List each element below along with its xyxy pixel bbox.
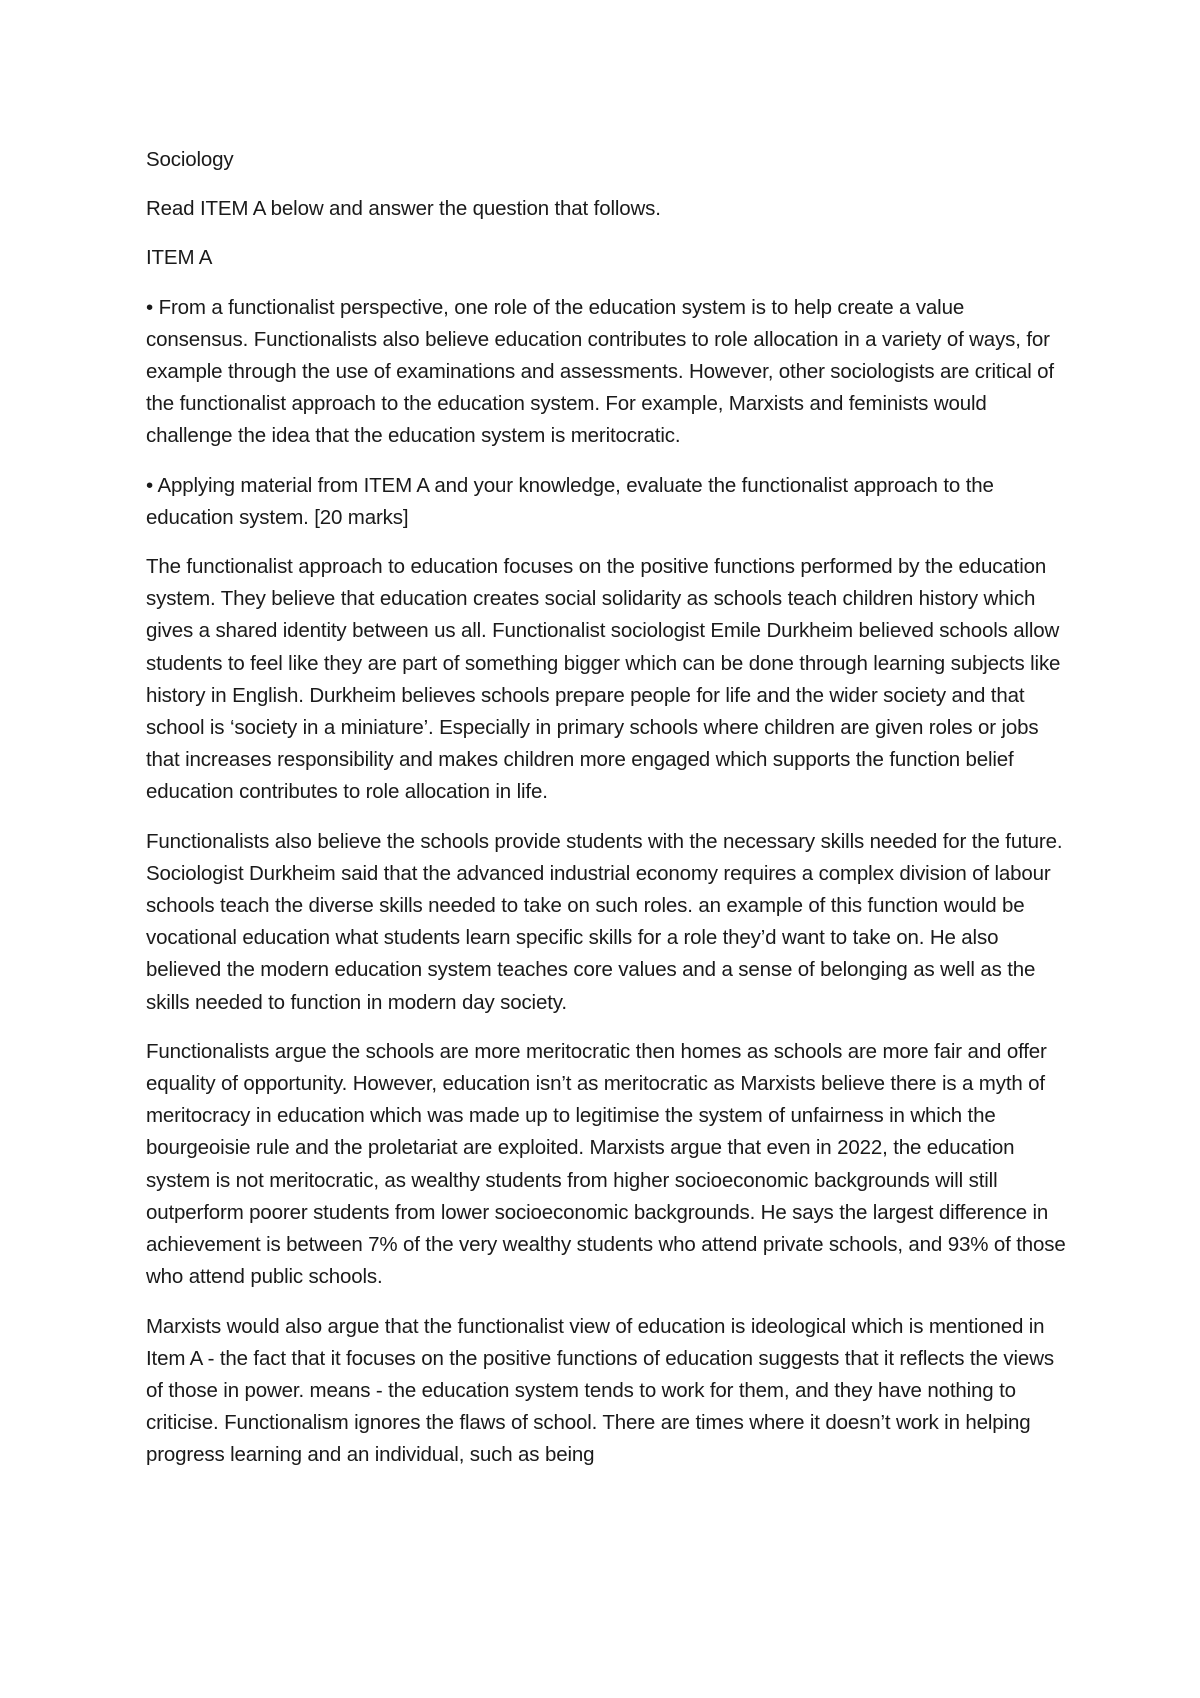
answer-paragraph: Functionalists also believe the schools provide students with the necessary skills needed for the future. Sociologist Durkheim said that the advanced industrial economy requires a complex division of labour schools teach the diverse skills needed to take on such roles. an example of this function would be vocational education what students learn specific skills for a role they’d want to take on. He also believed the modern education system teaches core values and a sense of belonging as well as the skills needed to function in modern day society. [146,829,1063,1014]
question-text: • Applying material from ITEM A and your knowledge, evaluate the functionalist approach to the education system. [20 marks] [146,473,994,529]
document-title: Sociology [146,148,234,171]
document-body [146,144,1066,1489]
item-a-text: • From a functionalist perspective, one role of the education system is to help create a value consensus. Functionalists also believe education contributes to role allocation in a variety of ways, for example through the use of examinations and assessments. However, other sociologists are critical of the functionalist approach to the education system. For example, Marxists and feminists would challenge the idea that the education system is meritocratic. [146,295,1054,448]
answer-paragraph: Functionalists argue the schools are more meritocratic then homes as schools are more fair and offer equality of opportunity. However, education isn’t as meritocratic as Marxists believe there is a myth of meritocracy in education which was made up to legitimise the system of unfairness in which the bourgeoisie rule and the proletariat are exploited. Marxists argue that even in 2022, the education system is not meritocratic, as wealthy students from higher socioeconomic backgrounds will still outperform poorer students from lower socioeconomic backgrounds. He says the largest difference in achievement is between 7% of the very wealthy students who attend private schools, and 93% of those who attend public schools. [146,1039,1066,1289]
item-heading: ITEM A [146,246,213,270]
answer-paragraph: Marxists would also argue that the functionalist view of education is ideological which is mentioned in Item A - the fact that it focuses on the positive functions of education suggests that it reflects the views of those in power. means - the education system tends to work for them, and they have nothing to criticise. Functionalism ignores the flaws of school. There are times where it doesn’t work in helping progress learning and an individual, such as being [146,1314,1054,1467]
answer-paragraph: The functionalist approach to education focuses on the positive functions performed by the education system. They believe that education creates social solidarity as schools teach children history which gives a shared identity between us all. Functionalist sociologist Emile Durkheim believed schools allow students to feel like they are part of something bigger which can be done through learning subjects like history in English. Durkheim believes schools prepare people for life and the wider society and that school is ‘society in a miniature’. Especially in primary schools where children are given roles or jobs that increases responsibility and makes children more engaged which supports the function belief education contributes to role allocation in life. [146,555,1061,804]
instruction-text: Read ITEM A below and answer the question that follows. [146,197,661,221]
